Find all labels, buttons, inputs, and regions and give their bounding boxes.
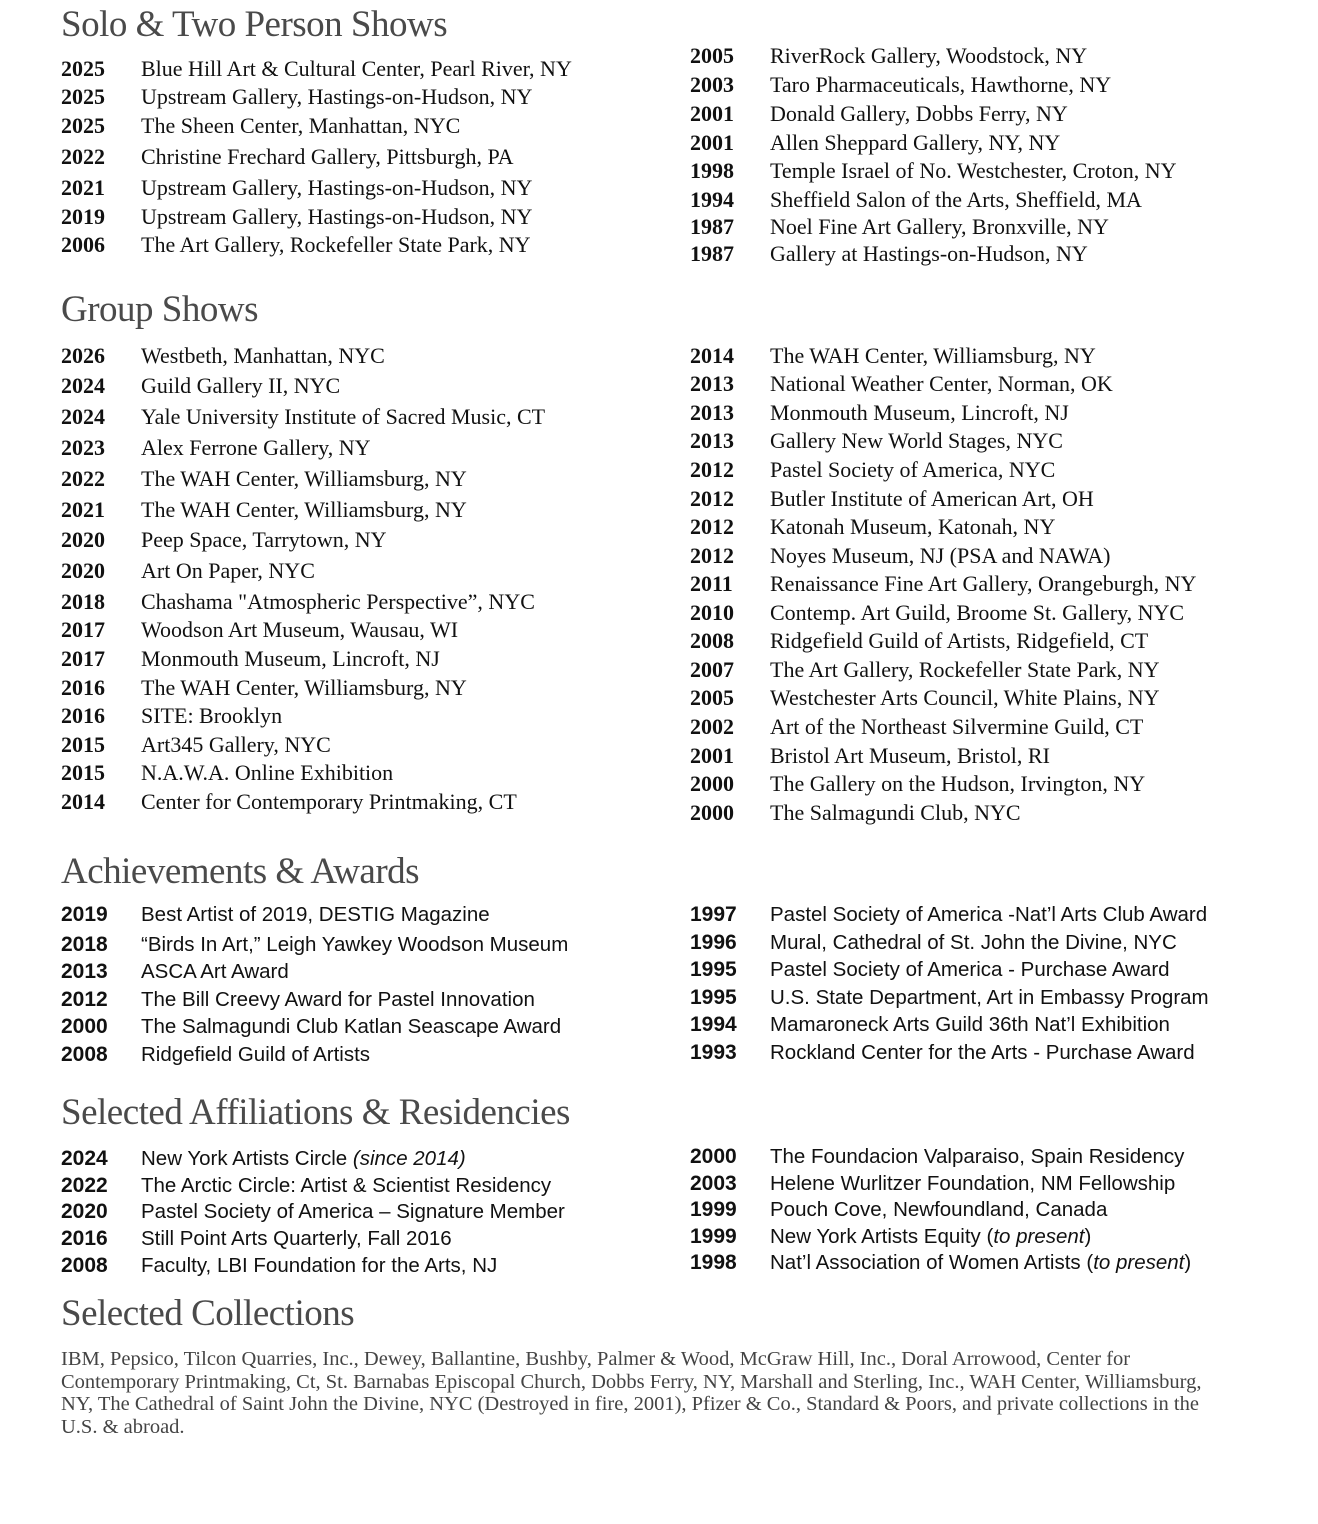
entry-text <box>770 428 1063 454</box>
entry-main-text: Center for Contemporary Printmaking, CT <box>141 789 517 814</box>
entry-text <box>141 646 440 672</box>
entry-year: 2011 <box>690 571 733 596</box>
entry-main-text: The WAH Center, Williamsburg, NY <box>141 497 467 522</box>
entry-text <box>770 130 1060 156</box>
entry-text <box>141 589 535 615</box>
entry-text <box>141 175 532 201</box>
entry-text <box>141 903 490 927</box>
entry-year: 2014 <box>690 343 734 368</box>
entry-text <box>770 1013 1170 1037</box>
entry-year: 2017 <box>61 646 105 671</box>
entry-main-text: “Birds In Art,” Leigh Yawkey Woodson Museum <box>141 933 569 956</box>
entry-main-text: Upstream Gallery, Hastings-on-Hudson, NY <box>141 204 533 229</box>
entry-year: 2017 <box>61 617 105 642</box>
entry-year: 1996 <box>690 931 737 954</box>
entry-main-text: Butler Institute of American Art, OH <box>770 486 1094 511</box>
entry-main-text: RiverRock Gallery, Woodstock, NY <box>770 43 1088 68</box>
entry-main-text: Bristol Art Museum, Bristol, RI <box>770 743 1050 768</box>
entry-year: 2026 <box>61 343 105 368</box>
entry-main-text: Noyes Museum, NJ (PSA and NAWA) <box>770 543 1111 568</box>
entry-year: 2005 <box>690 685 734 710</box>
entry-text <box>141 760 393 786</box>
entry-year: 2013 <box>690 400 734 425</box>
entry-main-text: The Foundacion Valparaiso, Spain Residency <box>770 1145 1185 1168</box>
entry-main-text: Westbeth, Manhattan, NYC <box>141 343 385 368</box>
entry-text <box>770 714 1143 740</box>
entry-main-text: Art On Paper, NYC <box>141 558 315 583</box>
entry-year: 2012 <box>690 486 734 511</box>
entry-main-text: Rockland Center for the Arts - Purchase Award <box>770 1041 1195 1064</box>
entry-year: 2003 <box>690 1172 737 1195</box>
entry-note: to present <box>993 1225 1085 1248</box>
entry-main-text: Woodson Art Museum, Wausau, WI <box>141 617 459 642</box>
entry-main-text: Pastel Society of America -Nat’l Arts Club Award <box>770 903 1208 926</box>
entry-text <box>770 1172 1175 1196</box>
entry-suffix: ) <box>1084 1225 1092 1248</box>
entry-text <box>141 466 467 492</box>
entry-text <box>141 204 532 230</box>
entry-year: 2025 <box>61 84 105 109</box>
entry-main-text: The WAH Center, Williamsburg, NY <box>770 343 1096 368</box>
entry-year: 2008 <box>690 628 734 653</box>
entry-text <box>141 1254 497 1278</box>
entry-main-text: The Bill Creevy Award for Pastel Innovation <box>141 988 535 1011</box>
entry-text <box>770 486 1094 512</box>
entry-text <box>141 1043 370 1067</box>
entry-year: 2014 <box>61 789 105 814</box>
entry-year: 2021 <box>61 497 105 522</box>
entry-main-text: The Art Gallery, Rockefeller State Park, NY <box>141 232 531 257</box>
entry-text <box>770 1225 1091 1249</box>
entry-text <box>770 600 1184 626</box>
entry-text <box>141 703 282 729</box>
entry-main-text: National Weather Center, Norman, OK <box>770 371 1113 396</box>
entry-year: 2005 <box>690 43 734 68</box>
entry-suffix: ) <box>1184 1251 1192 1274</box>
entry-year: 2020 <box>61 527 105 552</box>
entry-text <box>770 371 1113 397</box>
entry-text <box>141 497 467 523</box>
entry-main-text: Helene Wurlitzer Foundation, NM Fellowship <box>770 1172 1176 1195</box>
entry-year: 1987 <box>690 241 734 266</box>
entry-year: 2024 <box>61 404 105 429</box>
entry-text <box>770 800 1021 826</box>
entry-main-text: SITE: Brooklyn <box>141 703 283 728</box>
entry-text <box>770 628 1148 654</box>
entry-year: 2008 <box>61 1043 108 1066</box>
entry-main-text: New York Artists Circle <box>141 1147 353 1170</box>
awards-heading: Achievements & Awards <box>61 851 420 892</box>
entry-text <box>770 457 1055 483</box>
entry-text <box>770 1251 1191 1275</box>
entry-year: 2001 <box>690 130 734 155</box>
solo-shows-heading: Solo & Two Person Shows <box>61 4 448 45</box>
entry-main-text: U.S. State Department, Art in Embassy Program <box>770 986 1209 1009</box>
entry-year: 1995 <box>690 958 737 981</box>
entry-main-text: Art of the Northeast Silvermine Guild, CT <box>770 714 1144 739</box>
entry-main-text: Yale University Institute of Sacred Music, CT <box>141 404 546 429</box>
entry-year: 2019 <box>61 903 108 926</box>
entry-main-text: Katonah Museum, Katonah, NY <box>770 514 1056 539</box>
entry-text <box>770 571 1196 597</box>
entry-text <box>141 732 331 758</box>
entry-text <box>141 56 572 82</box>
collections-text: IBM, Pepsico, Tilcon Quarries, Inc., Dewey, Ballantine, Bushby, Palmer & Wood, McGraw Hill, Inc., Doral Arrowood, Center for Contemporary Printmaking, Ct, St. Barnabas Episcopal Church, Dobbs Ferry, NY, Marshall and Sterling, Inc., WAH Center, Williamsburg, NY, The Cathedral of Saint John the Divine, NYC (Destroyed in fire, 2001), Pfizer & Co., Standard & Poors, and private collections in the U.S. & abroad. <box>61 1348 1202 1438</box>
entry-note: to present <box>1093 1251 1185 1274</box>
entry-text <box>770 214 1109 240</box>
entry-year: 2018 <box>61 933 108 956</box>
entry-text <box>141 404 545 430</box>
entry-main-text: Monmouth Museum, Lincroft, NJ <box>141 646 440 671</box>
entry-text <box>141 232 531 258</box>
entry-year: 1998 <box>690 1251 737 1274</box>
entry-main-text: The Arctic Circle: Artist & Scientist Residency <box>141 1174 552 1197</box>
entry-text <box>770 343 1096 369</box>
entry-year: 2016 <box>61 703 105 728</box>
entry-main-text: The Salmagundi Club, NYC <box>770 800 1021 825</box>
entry-year: 1995 <box>690 986 737 1009</box>
entry-text <box>770 1198 1107 1222</box>
entry-text <box>770 241 1088 267</box>
entry-year: 1994 <box>690 187 734 212</box>
entry-text <box>770 158 1177 184</box>
entry-text <box>141 789 517 815</box>
entry-year: 2000 <box>690 800 734 825</box>
entry-main-text: Pastel Society of America - Purchase Award <box>770 958 1170 981</box>
entry-text <box>770 1145 1184 1169</box>
entry-main-text: The Gallery on the Hudson, Irvington, NY <box>770 771 1146 796</box>
entry-main-text: N.A.W.A. Online Exhibition <box>141 760 394 785</box>
entry-year: 2024 <box>61 1147 108 1170</box>
affiliations-heading: Selected Affiliations & Residencies <box>61 1092 570 1133</box>
entry-year: 2008 <box>61 1254 108 1277</box>
entry-main-text: The Sheen Center, Manhattan, NYC <box>141 113 461 138</box>
entry-main-text: Gallery at Hastings-on-Hudson, NY <box>770 241 1088 266</box>
entry-text <box>770 771 1145 797</box>
entry-main-text: Pastel Society of America, NYC <box>770 457 1056 482</box>
entry-text <box>141 1200 565 1224</box>
entry-year: 2000 <box>61 1015 108 1038</box>
entry-year: 2021 <box>61 175 105 200</box>
entry-year: 1993 <box>690 1041 737 1064</box>
entry-main-text: Gallery New World Stages, NYC <box>770 428 1063 453</box>
entry-main-text: Noel Fine Art Gallery, Bronxville, NY <box>770 214 1109 239</box>
entry-year: 2001 <box>690 743 734 768</box>
entry-year: 2016 <box>61 1227 108 1250</box>
entry-main-text: Alex Ferrone Gallery, NY <box>141 435 371 460</box>
entry-text <box>141 84 532 110</box>
entry-text <box>141 988 535 1012</box>
entry-text <box>770 931 1177 955</box>
entry-text <box>770 101 1068 127</box>
entry-year: 2022 <box>61 466 105 491</box>
entry-main-text: Taro Pharmaceuticals, Hawthorne, NY <box>770 72 1112 97</box>
entry-text <box>770 187 1142 213</box>
entry-text <box>141 675 467 701</box>
entry-year: 2013 <box>690 371 734 396</box>
entry-year: 2012 <box>61 988 108 1011</box>
entry-text <box>770 986 1209 1010</box>
entry-main-text: ASCA Art Award <box>141 960 289 983</box>
entry-year: 2018 <box>61 589 105 614</box>
entry-main-text: Mural, Cathedral of St. John the Divine, NYC <box>770 931 1177 954</box>
entry-main-text: Best Artist of 2019, DESTIG Magazine <box>141 903 490 926</box>
entry-text <box>141 144 514 170</box>
entry-year: 2023 <box>61 435 105 460</box>
entry-text <box>770 72 1111 98</box>
entry-year: 2024 <box>61 373 105 398</box>
entry-main-text: Still Point Arts Quarterly, Fall 2016 <box>141 1227 452 1250</box>
entry-year: 2006 <box>61 232 105 257</box>
collections-heading: Selected Collections <box>61 1293 355 1334</box>
entry-main-text: Nat’l Association of Women Artists ( <box>770 1251 1094 1274</box>
entry-year: 2019 <box>61 204 105 229</box>
entry-year: 2012 <box>690 514 734 539</box>
entry-year: 2012 <box>690 457 734 482</box>
entry-main-text: Donald Gallery, Dobbs Ferry, NY <box>770 101 1068 126</box>
entry-main-text: Pastel Society of America – Signature Member <box>141 1200 565 1223</box>
entry-text <box>770 400 1069 426</box>
entry-year: 2015 <box>61 760 105 785</box>
entry-year: 2003 <box>690 72 734 97</box>
entry-main-text: The WAH Center, Williamsburg, NY <box>141 466 467 491</box>
entry-main-text: Ridgefield Guild of Artists <box>141 1043 371 1066</box>
entry-text <box>141 373 340 399</box>
entry-year: 2020 <box>61 558 105 583</box>
entry-text <box>141 527 387 553</box>
entry-main-text: New York Artists Equity ( <box>770 1225 994 1248</box>
entry-year: 2016 <box>61 675 105 700</box>
entry-main-text: Mamaroneck Arts Guild 36th Nat’l Exhibition <box>770 1013 1170 1036</box>
entry-year: 1997 <box>690 903 737 926</box>
entry-text <box>770 685 1160 711</box>
entry-main-text: Sheffield Salon of the Arts, Sheffield, MA <box>770 187 1142 212</box>
entry-main-text: Ridgefield Guild of Artists, Ridgefield, CT <box>770 628 1149 653</box>
entry-year: 2020 <box>61 1200 108 1223</box>
entry-main-text: Pouch Cove, Newfoundland, Canada <box>770 1198 1108 1221</box>
entry-main-text: Upstream Gallery, Hastings-on-Hudson, NY <box>141 175 533 200</box>
entry-year: 2013 <box>690 428 734 453</box>
entry-year: 2012 <box>690 543 734 568</box>
entry-main-text: Westchester Arts Council, White Plains, NY <box>770 685 1160 710</box>
entry-text <box>141 558 315 584</box>
entry-main-text: Peep Space, Tarrytown, NY <box>141 527 387 552</box>
entry-year: 2025 <box>61 113 105 138</box>
entry-text <box>141 617 458 643</box>
entry-year: 1999 <box>690 1198 737 1221</box>
entry-year: 2015 <box>61 732 105 757</box>
entry-year: 1994 <box>690 1013 737 1036</box>
entry-year: 2025 <box>61 56 105 81</box>
entry-year: 2001 <box>690 101 734 126</box>
entry-main-text: Monmouth Museum, Lincroft, NJ <box>770 400 1069 425</box>
entry-text <box>770 903 1207 927</box>
entry-main-text: Renaissance Fine Art Gallery, Orangeburgh, NY <box>770 571 1197 596</box>
entry-text <box>770 543 1110 569</box>
entry-main-text: Contemp. Art Guild, Broome St. Gallery, NYC <box>770 600 1185 625</box>
entry-year: 2002 <box>690 714 734 739</box>
entry-year: 2007 <box>690 657 734 682</box>
entry-year: 2022 <box>61 144 105 169</box>
entry-text <box>141 960 289 984</box>
entry-main-text: Temple Israel of No. Westchester, Croton, NY <box>770 158 1177 183</box>
entry-main-text: The Salmagundi Club Katlan Seascape Award <box>141 1015 562 1038</box>
entry-main-text: Faculty, LBI Foundation for the Arts, NJ <box>141 1254 498 1277</box>
entry-text <box>770 43 1087 69</box>
entry-year: 2022 <box>61 1174 108 1197</box>
entry-text <box>770 743 1050 769</box>
entry-text <box>770 1041 1195 1065</box>
entry-text <box>141 1174 551 1198</box>
entry-year: 2000 <box>690 1145 737 1168</box>
entry-main-text: Christine Frechard Gallery, Pittsburgh, PA <box>141 144 514 169</box>
entry-main-text: Blue Hill Art & Cultural Center, Pearl River, NY <box>141 56 572 81</box>
entry-text <box>141 1015 561 1039</box>
entry-year: 1987 <box>690 214 734 239</box>
entry-note: (since 2014) <box>352 1147 466 1170</box>
entry-text <box>141 343 385 369</box>
entry-text <box>770 514 1055 540</box>
entry-main-text: The WAH Center, Williamsburg, NY <box>141 675 467 700</box>
entry-year: 2013 <box>61 960 108 983</box>
entry-year: 2010 <box>690 600 734 625</box>
entry-main-text: Allen Sheppard Gallery, NY, NY <box>770 130 1061 155</box>
entry-year: 1999 <box>690 1225 737 1248</box>
entry-text <box>141 113 460 139</box>
entry-main-text: The Art Gallery, Rockefeller State Park, NY <box>770 657 1160 682</box>
entry-text <box>770 657 1160 683</box>
entry-text <box>141 1147 466 1171</box>
entry-main-text: Upstream Gallery, Hastings-on-Hudson, NY <box>141 84 533 109</box>
entry-main-text: Art345 Gallery, NYC <box>141 732 331 757</box>
entry-text <box>141 435 371 461</box>
entry-year: 2000 <box>690 771 734 796</box>
entry-main-text: Chashama "Atmospheric Perspective”, NYC <box>141 589 535 614</box>
group-shows-heading: Group Shows <box>61 289 258 330</box>
entry-text <box>141 1227 452 1251</box>
entry-text <box>770 958 1170 982</box>
entry-year: 1998 <box>690 158 734 183</box>
entry-text <box>141 933 568 957</box>
entry-main-text: Guild Gallery II, NYC <box>141 373 341 398</box>
